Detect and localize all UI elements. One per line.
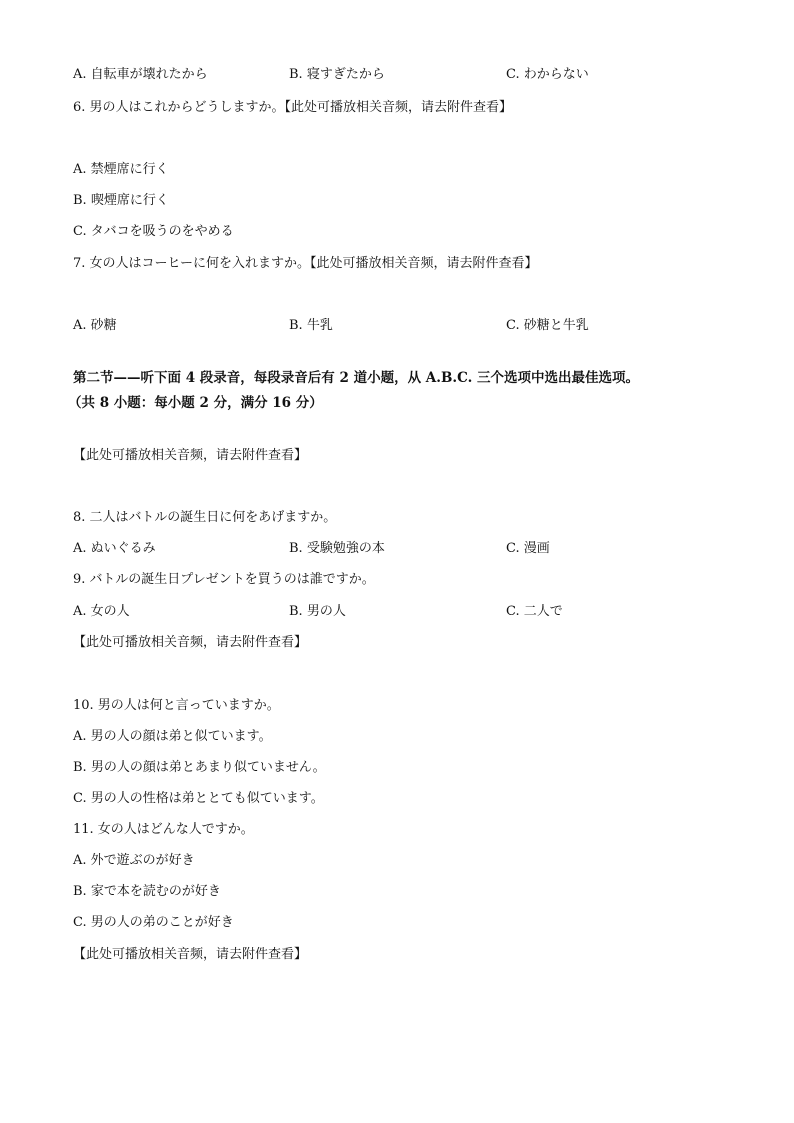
q7-option-a: A. 砂糖	[73, 318, 117, 333]
q11-option-c: C. 男の人の弟のことが好き	[73, 915, 234, 930]
q11-option-a: A. 外で遊ぶのが好き	[73, 853, 195, 868]
q5-option-b: B. 寝すぎたから	[289, 67, 385, 82]
q7-question: 7. 女の人はコーヒーに何を入れますか。【此处可播放相关音频，请去附件查看】	[73, 256, 538, 271]
q6-option-b: B. 喫煙席に行く	[73, 193, 169, 208]
audio-note[interactable]: 【此处可播放相关音频，请去附件查看】	[73, 635, 308, 650]
audio-note[interactable]: 【此处可播放相关音频，请去附件查看】	[73, 947, 308, 962]
q10-option-b: B. 男の人の顔は弟とあまり似ていません。	[73, 760, 326, 775]
q7-option-b: B. 牛乳	[289, 318, 333, 333]
audio-note[interactable]: 【此处可播放相关音频，请去附件查看】	[73, 448, 308, 463]
section2-subheading: （共 8 小题：每小题 2 分，满分 16 分）	[68, 395, 323, 411]
q7-option-c: C. 砂糖と牛乳	[506, 318, 589, 333]
q9-question: 9. バトルの誕生日プレゼントを買うのは誰ですか。	[73, 572, 375, 587]
q8-option-a: A. ぬいぐるみ	[73, 541, 156, 556]
q8-option-c: C. 漫画	[506, 541, 550, 556]
q8-option-b: B. 受験勉強の本	[289, 541, 385, 556]
q10-option-c: C. 男の人の性格は弟ととても似ています。	[73, 791, 324, 806]
q10-option-a: A. 男の人の顔は弟と似ています。	[73, 729, 272, 744]
q5-option-a: A. 自転車が壊れたから	[73, 67, 208, 82]
q9-option-a: A. 女の人	[73, 604, 130, 619]
q6-option-c: C. タバコを吸うのをやめる	[73, 224, 234, 239]
q8-question: 8. 二人はバトルの誕生日に何をあげますか。	[73, 510, 337, 525]
q11-option-b: B. 家で本を読むのが好き	[73, 884, 221, 899]
q5-option-c: C. わからない	[506, 67, 589, 82]
q6-question: 6. 男の人はこれからどうしますか。【此处可播放相关音频，请去附件查看】	[73, 100, 513, 115]
q6-option-a: A. 禁煙席に行く	[73, 162, 169, 177]
section2-heading: 第二节——听下面 4 段录音，每段录音后有 2 道小题，从 A.B.C. 三个选项中选出最佳选项。	[73, 370, 639, 386]
q9-option-c: C. 二人で	[506, 604, 563, 619]
q9-option-b: B. 男の人	[289, 604, 346, 619]
q10-question: 10. 男の人は何と言っていますか。	[73, 698, 280, 713]
q11-question: 11. 女の人はどんな人ですか。	[73, 822, 254, 837]
